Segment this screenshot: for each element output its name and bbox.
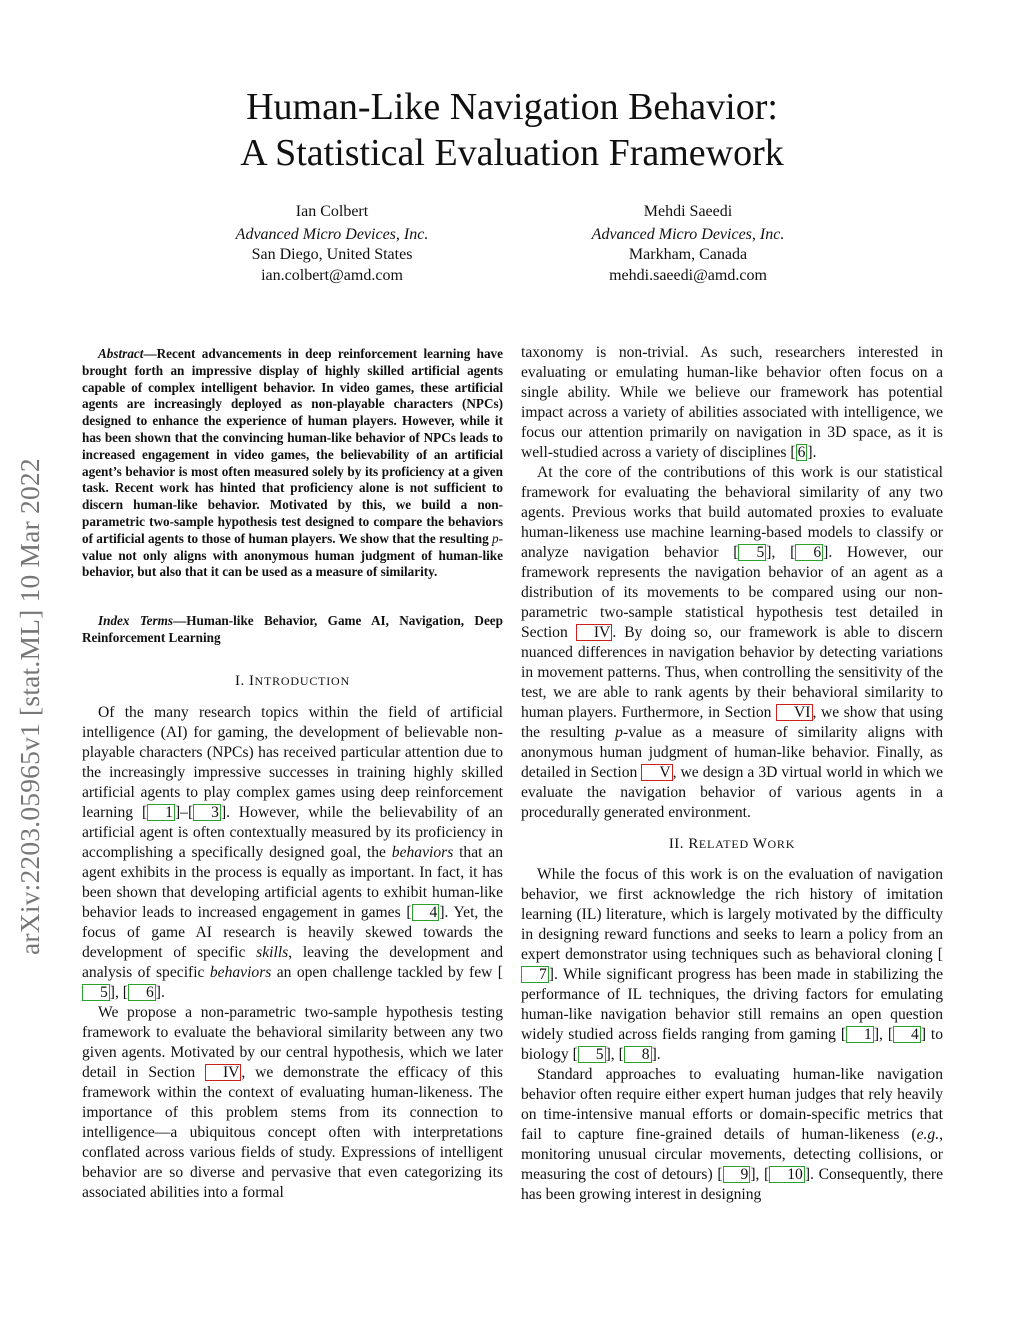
citation-link[interactable]: 4 — [412, 904, 440, 921]
citation-link[interactable]: 1 — [846, 1026, 874, 1043]
intro-paragraph-2: We propose a non-parametric two-sample hypothesis testing framework to evaluate the behavioral similarity between any two given agents. Motivated by our central hypothesis, which we later detail in Section IV , we demonstrate the efficacy of this framework within the context of evaluating human-likeness. The importance of this problem stems from its connection to intelligence—a ubiquitous concept often with interpretations conflated across various fields of study. Expressions of intelligent behavior are so diverse and pervasive that even categorizing its associated abilities into a formal — [82, 1004, 503, 1201]
paper-title-line-2: A Statistical Evaluation Framework — [240, 132, 784, 174]
intro-paragraph-1: Of the many research topics within the field of artificial intelligence (AI) for gaming, the development of believable non-playable characters (NPCs) has received particular attention due to the increasingly impressive successes in training highly skilled artificial agents to play complex games using deep reinforcement learning [ 1 ]–[ 3 ]. However, while the believability of an artificial agent is often contextually measured by its proficiency in accomplishing a specifically designed goal, the behaviors that an agent exhibits in the process is equally as important. In fact, it has been shown that developing artificial agents to exhibit human-like behavior leads to increased engagement in games [ 4 ]. Yet, the focus of game AI research is heavily skewed towards the development of specific skills, leaving the development and analysis of specific behaviors an open challenge tackled by few [5 ], [ 6 ]. — [82, 704, 504, 1001]
section-title-rest: ELATED — [698, 837, 753, 851]
abstract-p-variable: p — [492, 530, 499, 546]
citation-link[interactable]: 5 — [578, 1046, 606, 1063]
author-location: San Diego, United States — [251, 246, 413, 263]
author-location: Markham, Canada — [628, 246, 748, 263]
author-affiliation: Advanced Micro Devices, Inc. — [235, 225, 429, 243]
left-column-body — [82, 703, 503, 1203]
section-numeral: I. — [235, 673, 250, 689]
section-reference-link[interactable]: V — [641, 764, 672, 781]
intro-paragraph-3: taxonomy is non-trivial. As such, researchers interested in evaluating or emulating human-like behavior often focus on a single ability. While we believe our framework has potential impact across a variety of abilities associated with intelligence, we focus our attention primarily on navigation in 3D space, as it is well-studied across a variety of disciplines [ 6 ]. — [521, 344, 943, 461]
intro-paragraph-4: At the core of the contributions of this work is our statistical framework for evaluating the behavioral similarity of any two agents. Previous works that build automated proxies to evaluate human-likeness use machine learning-based models to classify or analyze navigation behavior [ 5 ], [ 6 ]. However, our framework represents the navigation behavior of an agent as a distribution of its movements to be compared using our non-parametric two-sample statistical hypothesis test detailed in Section IV . By doing so, our framework is able to discern nuanced differences in navigation behavior by detecting variations in movement patterns. Thus, when controlling the sensitivity of the test, we are able to rank agents by their behavioral similarity to human players. Furthermore, in Section VI , we show that using the resulting p-value as a measure of similarity aligns with anonymous human judgment of human-like behavior. Finally, as detailed in Section V , we design a 3D virtual world in which we evaluate the navigation behavior of various agents in a procedurally generated environment. — [521, 464, 944, 821]
arxiv-identifier: arXiv:2203.05965v1 [stat.ML] 10 Mar 2022 — [14, 458, 45, 955]
author-name: Mehdi Saeedi — [643, 203, 733, 220]
section-title-rest: ORK — [767, 837, 796, 851]
section-title-initial: I — [249, 673, 255, 689]
citation-link[interactable]: 6 — [797, 444, 806, 461]
author-affiliation: Advanced Micro Devices, Inc. — [591, 225, 785, 243]
abstract — [82, 346, 503, 581]
abstract-label: Abstract — [98, 346, 144, 361]
section-reference-link[interactable]: IV — [205, 1064, 241, 1081]
author-email[interactable]: mehdi.saeedi@amd.com — [609, 266, 767, 284]
section-title-rest: NTRODUCTION — [254, 674, 350, 688]
section-numeral: II. — [668, 836, 689, 852]
related-paragraph-1: While the focus of this work is on the evaluation of navigation behavior, we first acknowledge the rich history of imitation learning (IL) literature, which is largely motivated by the difficulty in designing reward functions and seeks to learn a policy from an expert demonstrator using techniques such as behavioral cloning [7 ]. While significant progress has been made in stabilizing the performance of IL techniques, the driving factors for emulating human-like navigation behavior still remains an open question widely studied across fields ranging from gaming [ 1 ], [ 4 ] to biology [ 5 ], [ 8 ]. — [521, 866, 944, 1063]
paper-title-line-1: Human-Like Navigation Behavior: — [246, 86, 778, 128]
section-reference-link[interactable]: VI — [776, 704, 812, 721]
citation-link[interactable]: 8 — [624, 1046, 652, 1063]
author-email[interactable]: ian.colbert@amd.com — [261, 266, 403, 284]
section-heading-related-work — [521, 836, 943, 853]
section-reference-link[interactable]: IV — [576, 624, 612, 641]
section-title-initial: R — [688, 836, 699, 852]
author-name: Ian Colbert — [295, 203, 369, 220]
section-heading-introduction — [82, 673, 503, 690]
author-block-2 — [478, 202, 898, 286]
citation-link[interactable]: 6 — [128, 984, 156, 1001]
citation-link[interactable]: 7 — [521, 966, 549, 983]
abstract-text-end: -value not only aligns with anonymous human judgment of human-like behavior, but also that it can be used as a measure of similarity. — [82, 530, 503, 580]
index-terms — [82, 613, 503, 647]
citation-link[interactable]: 3 — [193, 804, 221, 821]
right-column-body — [521, 343, 943, 823]
related-work-body — [521, 865, 943, 1205]
citation-link[interactable]: 4 — [893, 1026, 921, 1043]
citation-link[interactable]: 9 — [723, 1166, 751, 1183]
citation-link[interactable]: 1 — [147, 804, 175, 821]
citation-link[interactable]: 5 — [82, 984, 110, 1001]
section-title-initial: W — [752, 836, 768, 852]
abstract-text: —Recent advancements in deep reinforcement learning have brought forth an impressive display of highly skilled artificial agents capable of complex intelligent behavior. In video games, these artificial agents are increasingly deployed as non-playable characters (NPCs) designed to enhance the experience of human players. However, while it has been shown that the convincing human-like behavior of NPCs leads to increased engagement in video games, the believability of an artificial agent’s behavior is most often measured solely by its proficiency at a given task. Recent work has hinted that proficiency alone is not sufficient to discern human-like behavior. Motivated by this, we build a non-parametric two-sample hypothesis test designed to compare the behaviors of artificial agents to those of human players. We show that the resulting — [82, 346, 503, 546]
index-terms-text: —Human-like Behavior, Game AI, Navigation, Deep Reinforcement Learning — [82, 613, 503, 645]
citation-link[interactable]: 5 — [738, 544, 766, 561]
citation-link[interactable]: 10 — [769, 1166, 805, 1183]
index-terms-label: Index Terms — [98, 613, 174, 628]
related-paragraph-2: Standard approaches to evaluating human-like navigation behavior often require either expert human judges that rely heavily on time-intensive manual efforts or domain-specific metrics that fail to capture fine-grained details of human-likeness (e.g., monitoring unusual circular movements, detecting collisions, or measuring the cost of detours) [ 9 ], [ 10 ]. Consequently, there has been growing interest in designing — [521, 1066, 943, 1203]
citation-link[interactable]: 6 — [795, 544, 823, 561]
